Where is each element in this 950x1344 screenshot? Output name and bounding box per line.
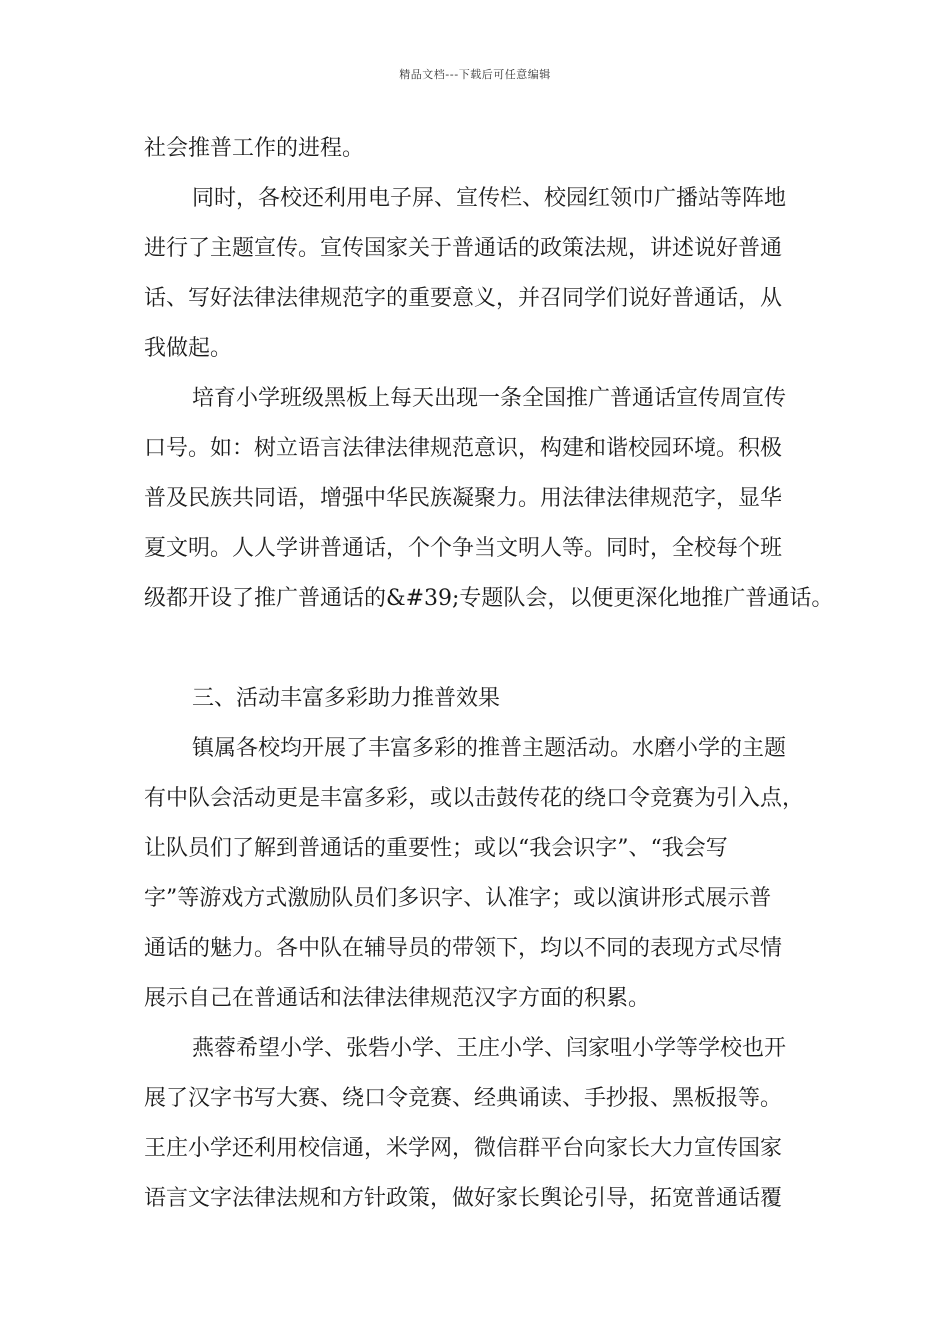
text-line: 让队员们了解到普通话的重要性；或以“我会识字”、“我会写 [144,836,728,861]
blank-line [144,624,844,674]
text-line: 镇属各校均开展了丰富多彩的推普主题活动。水磨小学的主题 [192,736,787,761]
text-line: 字”等游戏方式激励队员们多识字、认准字；或以演讲形式展示普 [144,886,772,911]
section-heading: 三、活动丰富多彩助力推普效果 [192,686,501,711]
text-line: 口号。如：树立语言法律法律规范意识，构建和谐校园环境。积极 [144,436,783,461]
text-line: 有中队会活动更是丰富多彩，或以击鼓传花的绕口令竞赛为引入点， [144,786,805,811]
text-line: 通话的魅力。各中队在辅导员的带领下，均以不同的表现方式尽情 [144,936,783,961]
text-line: 社会推普工作的进程。 [144,136,365,161]
text-line: 展了汉字书写大赛、绕口令竞赛、经典诵读、手抄报、黑板报等。 [144,1086,783,1111]
document-body [144,124,844,1224]
page-header: 精品文档---下载后可任意编辑 [399,68,551,81]
text-line: 普及民族共同语，增强中华民族凝聚力。用法律法律规范字，显华 [144,486,783,511]
text-line: 级都开设了推广普通话的&#39;专题队会，以便更深化地推广普通话。 [144,586,834,611]
text-line: 王庄小学还利用校信通，米学网，微信群平台向家长大力宣传国家 [144,1136,783,1161]
text-line: 语言文字法律法规和方针政策，做好家长舆论引导，拓宽普通话覆 [144,1186,783,1211]
text-line: 同时，各校还利用电子屏、宣传栏、校园红领巾广播站等阵地 [192,186,787,211]
text-line: 培育小学班级黑板上每天出现一条全国推广普通话宣传周宣传 [192,386,787,411]
text-line: 展示自己在普通话和法律法律规范汉字方面的积累。 [144,986,651,1011]
text-line: 进行了主题宣传。宣传国家关于普通话的政策法规，讲述说好普通 [144,236,783,261]
text-line: 我做起。 [144,336,233,361]
text-line: 燕蓉希望小学、张砦小学、王庄小学、闫家咀小学等学校也开 [192,1036,787,1061]
text-line: 话、写好法律法律规范字的重要意义，并召同学们说好普通话，从 [144,286,783,311]
text-line: 夏文明。人人学讲普通话，个个争当文明人等。同时，全校每个班 [144,536,783,561]
